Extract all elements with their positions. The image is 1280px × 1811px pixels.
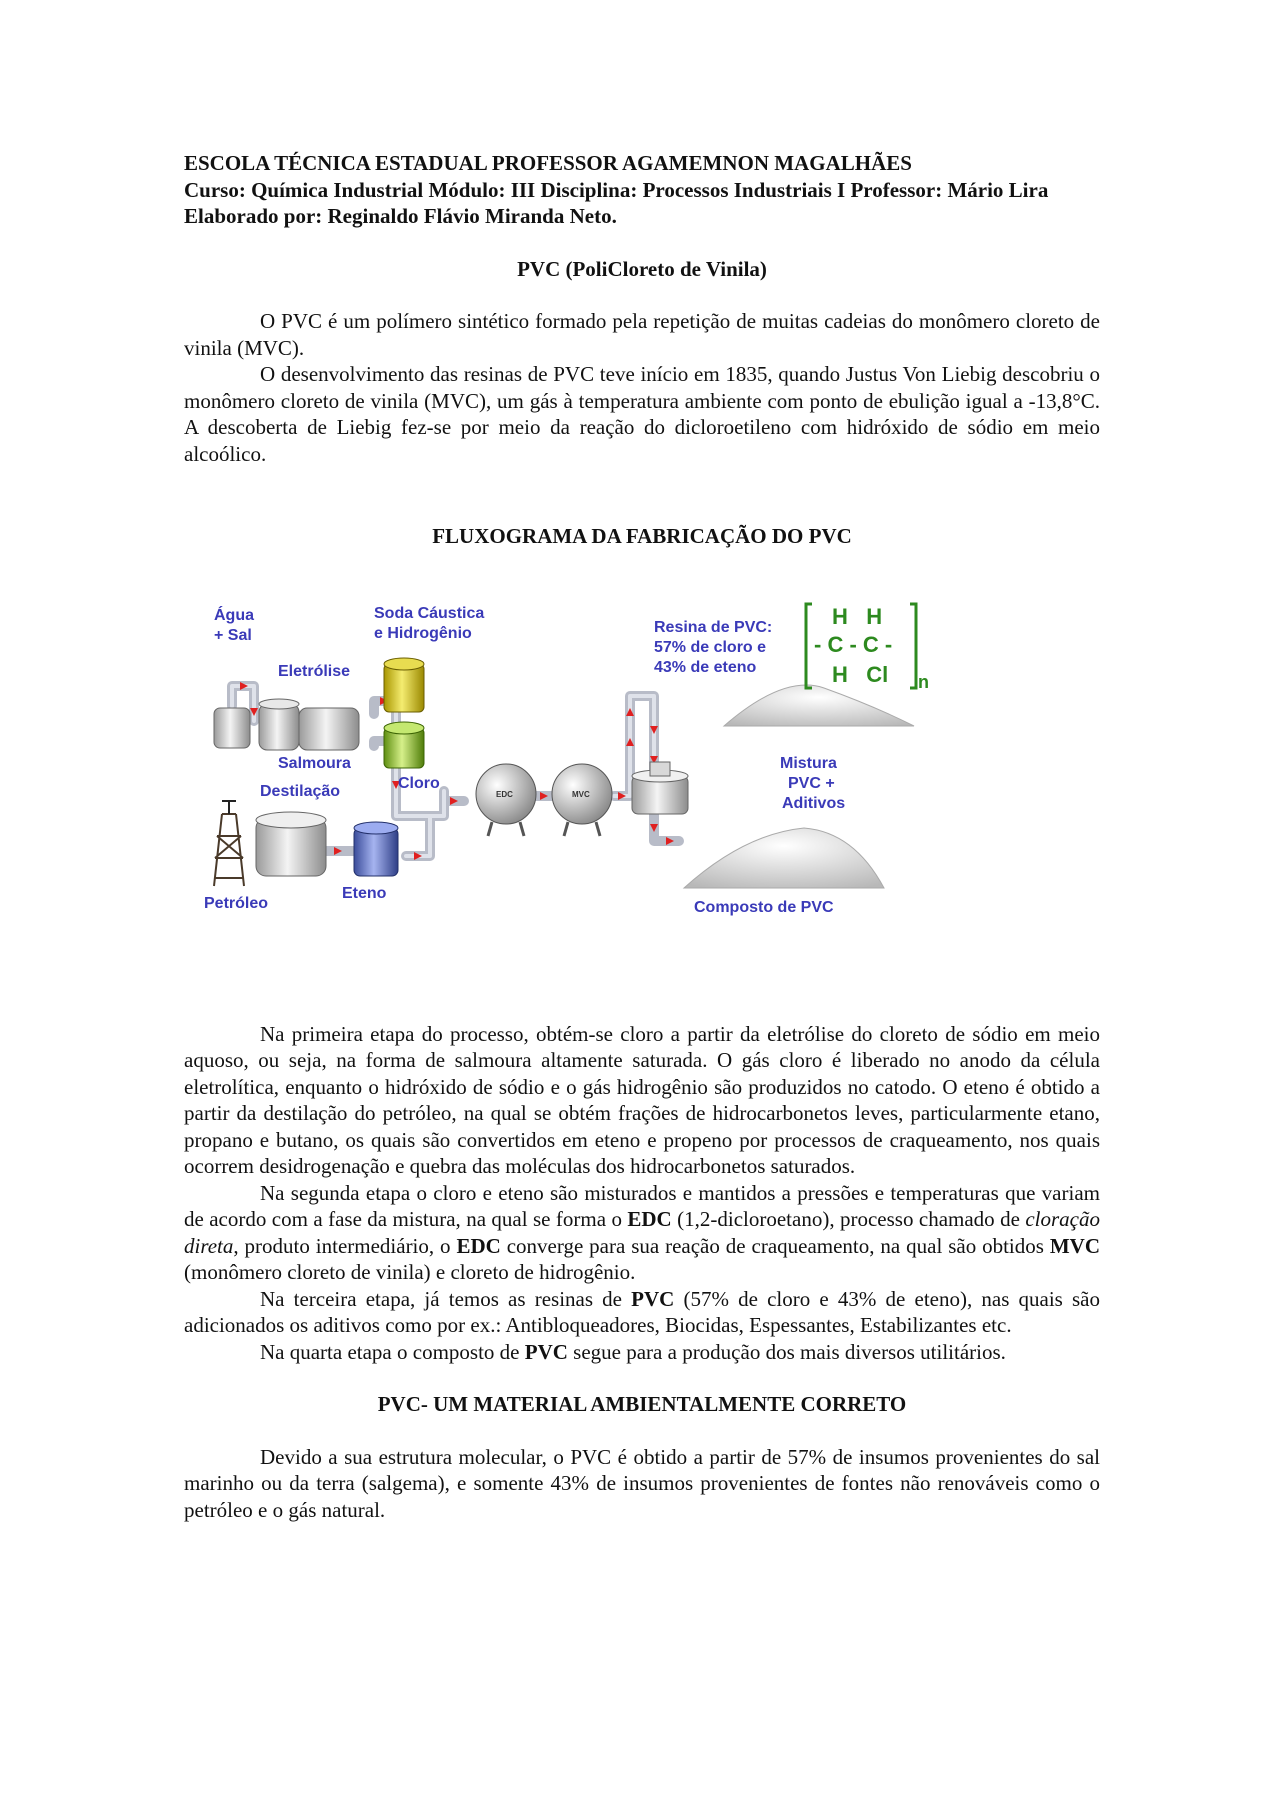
flowchart-svg (184, 596, 1100, 991)
mixer-unit (632, 762, 688, 814)
intro-paragraph-2: O desenvolvimento das resinas de PVC teve início em 1835, quando Justus Von Liebig descobriu o monômero cloreto de vinila (MVC), um gás à temperatura ambiente com ponto de ebulição igual a -13,8°C. A descoberta de Liebig fez-se por meio da reação do dicloroetileno com hidróxido de sódio em meio alcoólico. (184, 362, 1100, 466)
label-composto: Composto de PVC (694, 898, 834, 916)
document-page (184, 150, 1100, 1523)
pvc-resin-pile (724, 685, 914, 726)
school-name: ESCOLA TÉCNICA ESTADUAL PROFESSOR AGAMEMNON MAGALHÃES (184, 151, 912, 175)
author-line: Elaborado por: Reginaldo Flávio Miranda Neto. (184, 204, 617, 228)
process-paragraph-3 (184, 1286, 1100, 1339)
formula-mid: - C - C - (814, 631, 893, 657)
distillation-tank (256, 812, 326, 876)
p2-text-3: , produto intermediário, o (233, 1233, 457, 1258)
label-resina-cloro: 57% de cloro e (654, 638, 767, 656)
p2-text-4: converge para sua reação de craqueamento, na qual são obtidos (500, 1233, 1050, 1258)
soda-tank (384, 658, 424, 712)
section2-title: PVC- UM MATERIAL AMBIENTALMENTE CORRETO (377, 1392, 907, 1416)
intro-paragraph-1: O PVC é um polímero sintético formado pela repetição de muitas cadeias do monômero cloreto de vinila (MVC). (184, 309, 1100, 360)
label-petroleo: Petróleo (204, 894, 269, 912)
oil-derrick (214, 801, 244, 886)
ethene-tank (354, 822, 398, 876)
p2-edc-1: EDC (627, 1207, 672, 1231)
p2-text-5: (monômero cloreto de vinila) e cloreto de hidrogênio. (184, 1260, 636, 1284)
course-line: Curso: Química Industrial Módulo: III Disciplina: Processos Industriais I Professor: Mário Lira (184, 177, 1049, 202)
process-paragraph-2 (184, 1180, 1100, 1286)
p3-pvc: PVC (631, 1286, 675, 1311)
page-title: PVC (PoliCloreto de Vinila) (517, 256, 767, 281)
label-mvc: MVC (572, 789, 590, 799)
label-edc: EDC (496, 789, 513, 799)
label-mistura-pvc: PVC + (788, 774, 835, 792)
formula-n: n (918, 671, 929, 692)
label-mistura: Mistura (780, 754, 837, 772)
pvc-formula (806, 604, 929, 692)
label-agua: Água (214, 606, 254, 624)
p4-text-1: Na quarta etapa o composto de (260, 1339, 525, 1364)
label-eletrolise: Eletrólise (278, 662, 351, 680)
process-paragraph-1: Na primeira etapa do processo, obtém-se cloro a partir da eletrólise do cloreto de sódio em meio aquoso, ou seja, na forma de salmoura altamente saturada. O gás cloro é liberado no anodo da célula eletrolítica, enquanto o hidróxido de sódio e o gás hidrogênio são produzidos no catodo. O eteno é obtido a partir da destilação do petróleo, na qual se obtém frações de hidrocarbonetos leves, particularmente etano, propano e butano, os quais são convertidos em eteno e propeno por processos de craqueamento, nos quais ocorrem desidrogenação e quebra das moléculas dos hidrocarbonetos saturados. (184, 1021, 1100, 1178)
edc-sphere (476, 764, 536, 836)
label-hidrogenio: e Hidrogênio (374, 624, 472, 642)
label-cloro: Cloro (398, 774, 440, 792)
formula-bot: H Cl (832, 661, 889, 687)
p3-text-2: (57% de cloro e 43% de eteno), nas quais são adicionados os aditivos como por ex.: Antibloqueadores, Biocidas, Espessantes, Estabilizantes etc. (184, 1286, 1100, 1337)
p4-pvc: PVC (524, 1339, 568, 1364)
p2-text-1: Na segunda etapa o cloro e eteno são misturados e mantidos a pressões e temperaturas que variam de acordo com a fase da mistura, na qual se forma o (184, 1180, 1100, 1231)
p2-text-2: (1,2-dicloroetano), processo chamado de (671, 1207, 1026, 1231)
p2-cloracao: cloração direta (184, 1207, 1100, 1258)
p4-text-2: segue para a produção dos mais diversos utilitários. (567, 1339, 1006, 1364)
section2-paragraph: Devido a sua estrutura molecular, o PVC é obtido a partir de 57% de insumos provenientes do sal marinho ou da terra (salgema), e somente 43% de insumos provenientes de fontes não renováveis como o petróleo e o gás natural. (184, 1444, 1100, 1522)
pvc-compound-pile (684, 828, 884, 888)
chlorine-tank (384, 722, 424, 768)
flowchart-title: FLUXOGRAMA DA FABRICAÇÃO DO PVC (432, 524, 852, 548)
label-destilacao: Destilação (260, 782, 341, 800)
pvc-flowchart (184, 596, 1100, 991)
label-soda: Soda Cáustica (374, 604, 485, 622)
formula-top: H H (832, 603, 883, 629)
label-sal: + Sal (214, 626, 252, 644)
label-resina-eteno: 43% de eteno (654, 658, 757, 676)
label-mistura-aditivos: Aditivos (782, 794, 846, 812)
p3-text-1: Na terceira etapa, já temos as resinas de (260, 1286, 632, 1311)
process-paragraph-4 (184, 1339, 1100, 1366)
p2-edc-2: EDC (456, 1233, 501, 1258)
label-salmoura: Salmoura (278, 754, 351, 772)
label-resina: Resina de PVC: (654, 618, 773, 636)
p2-mvc: MVC (1049, 1233, 1100, 1258)
brine-tank (299, 708, 359, 750)
label-eteno: Eteno (342, 884, 387, 902)
mvc-sphere (552, 764, 612, 836)
